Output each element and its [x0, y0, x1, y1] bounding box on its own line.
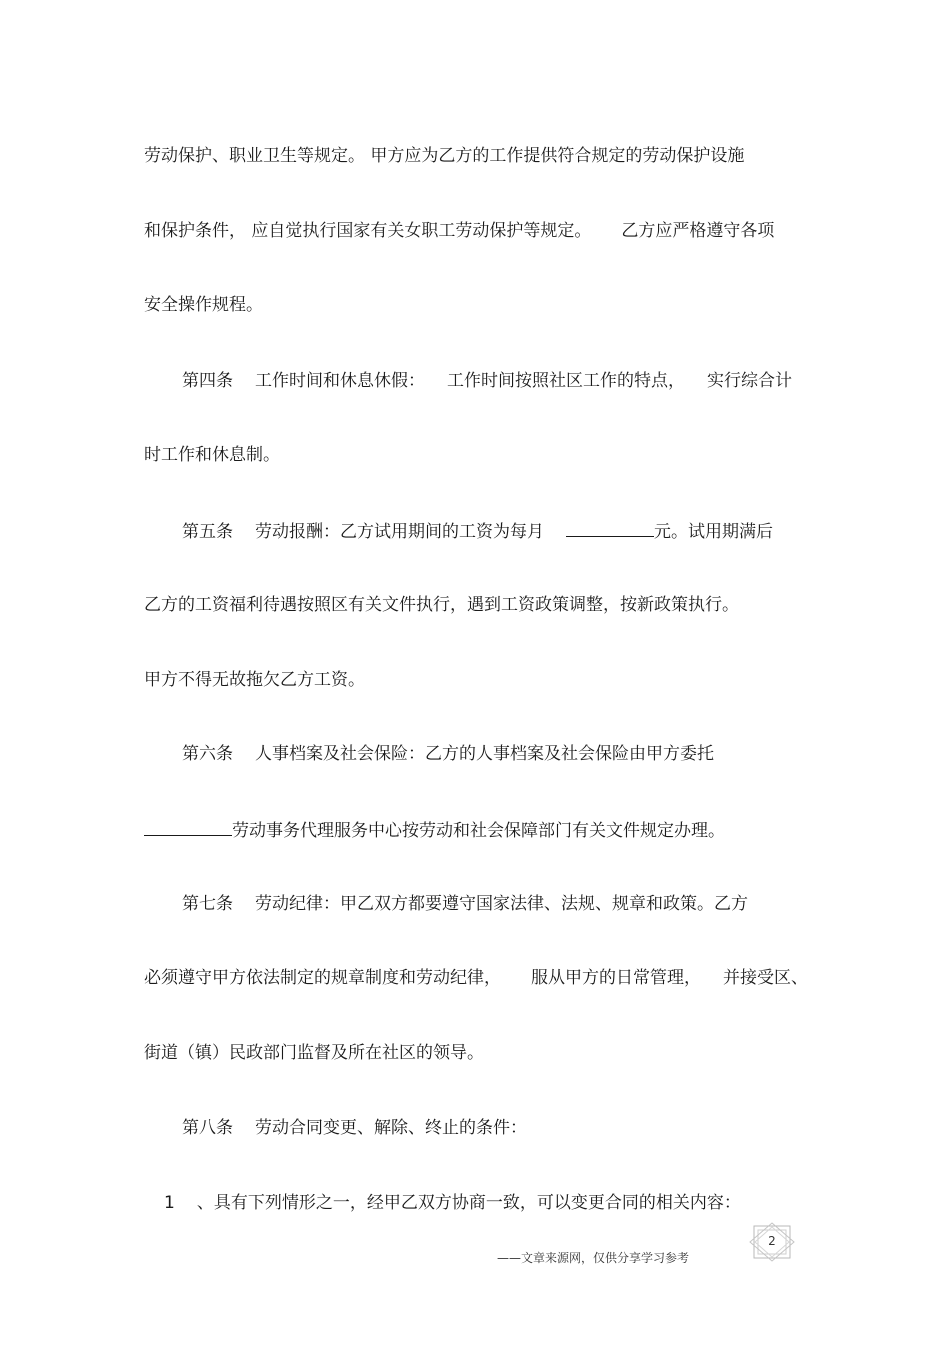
paragraph-line: [144, 668, 814, 692]
text-run: 甲方不得无故拖欠乙方工资。: [144, 670, 365, 690]
text-run: 安全操作规程。: [144, 295, 263, 315]
article-number: 第五条: [182, 522, 233, 542]
text-run: 乙方应严格遵守各项: [621, 221, 775, 241]
paragraph-line: [144, 443, 814, 467]
text-run: 劳动保护、职业卫生等规定。 甲方应为乙方的工作提供符合规定的劳动保护设施: [144, 146, 745, 166]
text-run: 街道（镇）民政部门监督及所在社区的领导。: [144, 1043, 484, 1063]
article-number: 第七条: [182, 894, 233, 914]
paragraph-line: [144, 293, 814, 317]
numbered-item-line: [164, 1191, 834, 1215]
text-run: 工作时间按照社区工作的特点，: [447, 371, 685, 391]
agency-blank-field: [144, 817, 232, 836]
article-number: 第八条: [182, 1118, 233, 1138]
text-run: 劳动纪律：甲乙双方都要遵守国家法律、法规、规章和政策。乙方: [255, 894, 748, 914]
article-heading-line: [182, 1116, 852, 1140]
item-number: 1: [164, 1193, 175, 1213]
salary-blank-field: [566, 518, 654, 537]
paragraph-line: [144, 966, 814, 990]
text-run: 乙方的工资福利待遇按照区有关文件执行，遇到工资政策调整，按新政策执行。: [144, 595, 739, 615]
text-run: 服从甲方的日常管理，: [531, 968, 701, 988]
text-run: 必须遵守甲方依法制定的规章制度和劳动纪律，: [144, 968, 501, 988]
article-heading-line: [182, 369, 852, 393]
article-heading-line: [182, 742, 852, 766]
text-run: 元。试用期满后: [654, 522, 773, 542]
text-run: 人事档案及社会保险：乙方的人事档案及社会保险由甲方委托: [255, 744, 714, 764]
paragraph-line: [144, 219, 814, 243]
page-number: 2: [768, 1234, 776, 1248]
article-number: 第六条: [182, 744, 233, 764]
text-run: 并接受区、: [723, 968, 808, 988]
article-heading-line: [182, 892, 852, 916]
paragraph-line: [144, 144, 814, 168]
paragraph-line: [144, 817, 814, 843]
text-run: 和保护条件， 应自觉执行国家有关女职工劳动保护等规定。: [144, 221, 592, 241]
text-run: 劳动合同变更、解除、终止的条件：: [255, 1118, 527, 1138]
article-number: 第四条: [182, 371, 233, 391]
text-run: 劳动报酬：乙方试用期间的工资为每月: [255, 522, 544, 542]
text-run: 工作时间和休息休假：: [255, 371, 425, 391]
text-run: 时工作和休息制。: [144, 445, 280, 465]
text-run: 劳动事务代理服务中心按劳动和社会保障部门有关文件规定办理。: [232, 821, 725, 841]
paragraph-line: [144, 1041, 814, 1065]
footer-note: ——文章来源网，仅供分享学习参考: [497, 1251, 690, 1265]
article-heading-line: [182, 518, 852, 544]
text-run: 、具有下列情形之一，经甲乙双方协商一致，可以变更合同的相关内容：: [196, 1193, 741, 1213]
text-run: 实行综合计: [707, 371, 792, 391]
page-number-badge: [748, 1222, 796, 1262]
paragraph-line: [144, 593, 814, 617]
